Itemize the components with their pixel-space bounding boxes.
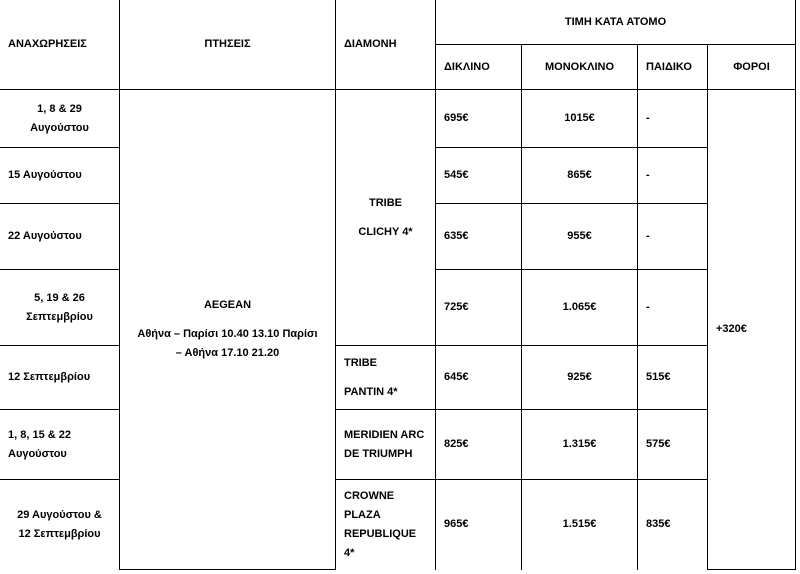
header-price-per-person: ΤΙΜΗ ΚΑΤΑ ΑΤΟΜΟ [436, 0, 796, 45]
table-row [0, 410, 796, 480]
hotel-tribe-clichy [336, 90, 436, 346]
airline-name: AEGEAN [203, 299, 252, 311]
price-child: 515€ [638, 346, 708, 410]
header-row [0, 0, 796, 45]
price-double: 545€ [436, 148, 522, 204]
hotel-tribe-pantin [336, 346, 436, 410]
price-child: - [638, 270, 708, 346]
price-single: 1015€ [522, 90, 638, 148]
price-single: 1.515€ [522, 480, 638, 570]
price-single: 955€ [522, 204, 638, 270]
price-double: 965€ [436, 480, 522, 570]
departure-line: Σεπτεμβρίου [26, 310, 93, 323]
flight-route: Αθήνα – Παρίσι 10.40 13.10 Παρίσι [137, 328, 318, 340]
hotel-name: CLICHY 4* [358, 225, 413, 238]
price-child: 575€ [638, 410, 708, 480]
departure-line: Αυγούστου [30, 121, 89, 134]
table-row [0, 346, 796, 410]
price-child: - [638, 204, 708, 270]
hotel-name: 4* [344, 546, 355, 559]
departure-cell [0, 90, 120, 148]
header-departures: ΑΝΑΧΩΡΗΣΕΙΣ [0, 0, 120, 90]
taxes-cell: +320€ [708, 90, 796, 570]
hotel-crowne-plaza [336, 480, 436, 570]
hotel-name: MERIDIEN ARC [344, 428, 425, 441]
flight-route: – Αθήνα 17.10 21.20 [175, 347, 280, 359]
hotel-name: DE TRIUMPH [344, 447, 413, 460]
price-child: - [638, 90, 708, 148]
price-single: 925€ [522, 346, 638, 410]
price-double: 825€ [436, 410, 522, 480]
departure-line: 1, 8, 15 & 22 [8, 428, 71, 441]
departure-line: 12 Σεπτεμβρίου [18, 527, 101, 540]
hotel-name: PANTIN 4* [344, 385, 398, 398]
header-accommodation: ΔΙΑΜΟΝΗ [336, 0, 436, 90]
header-single: ΜΟΝΟΚΛΙΝΟ [522, 45, 638, 90]
departure-line: 29 Αυγούστου & [17, 508, 102, 521]
departure-line: 1, 8 & 29 [37, 102, 82, 115]
hotel-name: REPUBLIQUE [344, 527, 417, 540]
price-single: 865€ [522, 148, 638, 204]
table-row [0, 90, 796, 148]
price-child: - [638, 148, 708, 204]
departure-cell: 15 Αυγούστου [0, 148, 120, 204]
departure-cell [0, 410, 120, 480]
hotel-name: TRIBE [369, 196, 402, 209]
flight-cell [120, 90, 336, 570]
hotel-name: CROWNE [344, 489, 395, 502]
table-row [0, 480, 796, 570]
hotel-meridien [336, 410, 436, 480]
price-single: 1.315€ [522, 410, 638, 480]
departure-cell [0, 480, 120, 570]
header-taxes: ΦΟΡΟΙ [708, 45, 796, 90]
price-double: 635€ [436, 204, 522, 270]
header-child: ΠΑΙΔΙΚΟ [638, 45, 708, 90]
price-child: 835€ [638, 480, 708, 570]
hotel-name: PLAZA [344, 508, 381, 521]
departure-line: Αυγούστου [8, 447, 67, 460]
price-single: 1.065€ [522, 270, 638, 346]
departure-cell: 12 Σεπτεμβρίου [0, 346, 120, 410]
price-double: 645€ [436, 346, 522, 410]
header-flights: ΠΤΗΣΕΙΣ [120, 0, 336, 90]
departure-cell: 22 Αυγούστου [0, 204, 120, 270]
hotel-name: TRIBE [344, 356, 377, 369]
price-double: 695€ [436, 90, 522, 148]
departure-cell [0, 270, 120, 346]
departure-line: 5, 19 & 26 [34, 291, 85, 304]
price-double: 725€ [436, 270, 522, 346]
header-double: ΔΙΚΛΙΝΟ [436, 45, 522, 90]
